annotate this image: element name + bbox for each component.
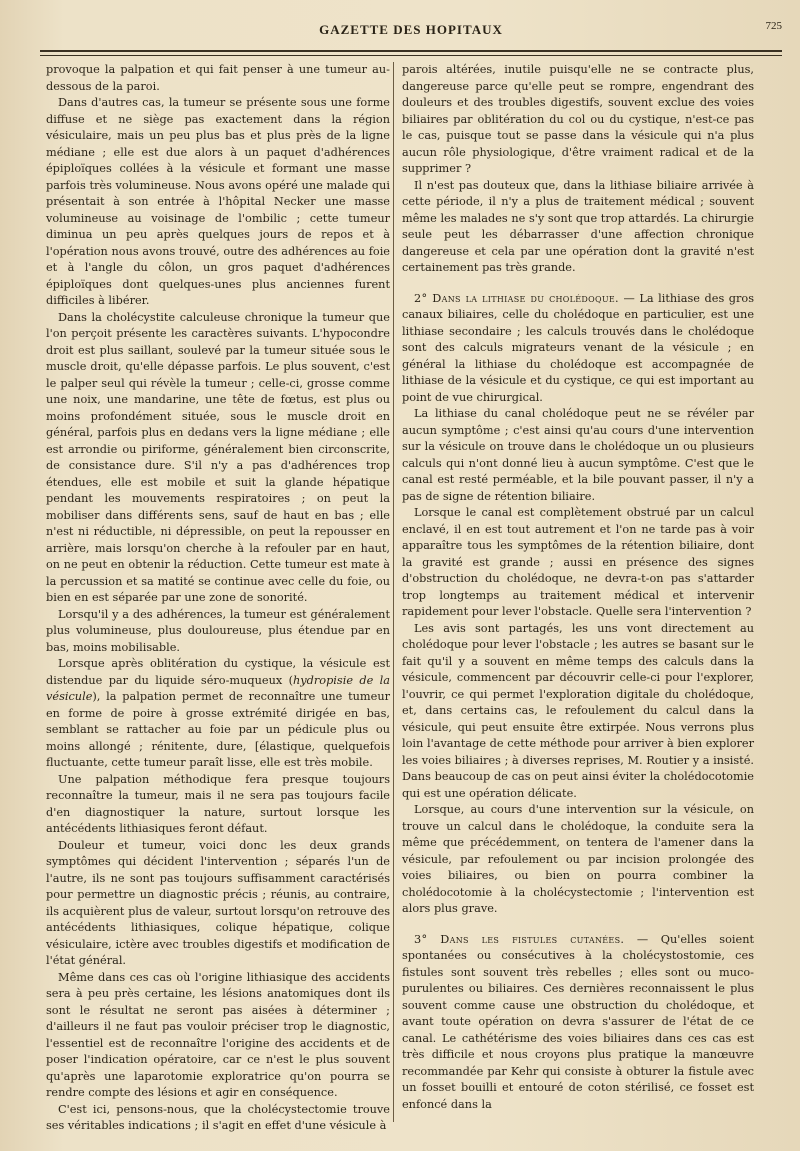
running-header xyxy=(40,18,782,48)
section-3-heading: 3° Dans les fistules cutanées. xyxy=(414,932,625,946)
journal-title: GAZETTE DES HOPITAUX xyxy=(319,22,503,37)
paragraph: Même dans ces cas où l'origine lithiasique des accidents sera à peu près certaine, les lésions anatomiques dont ils sont le résultat ne seront pas aisées à déterminer ; d'ailleurs il ne faut pas vouloir préciser trop le diagnostic, l'essentiel est de reconnaître l'origine des accidents et de poser l'indication opératoire, car ce n'est le plus souvent qu'après une laparotomie exploratrice qu'on pourra se rendre compte des lésions et agir en conséquence. xyxy=(46,970,390,1099)
section-3-lead: — Qu'elles soient spontanées ou consécutives à la cholécystostomie, ces fistules sont souvent très rebelles ; elles sont ou muco-purulentes ou biliaires. Ces dernières reconnaissent le plus souvent comme cause une obstruction du cholédoque, et avant toute opération on devra s'assurer de l'état de ce canal. Le cathétérisme des voies biliaires dans ces cas est très difficile et nous croyons plus pratique la manœuvre recommandée par Kehr qui consiste à obturer la fistule avec un fosset bouilli et entouré de coton stérilisé, ce fosset est enfoncé dans la xyxy=(402,932,755,1111)
paragraph: Lorsqu'il y a des adhérences, la tumeur est généralement plus volumineuse, plus douloureuse, plus étendue par en bas, moins mobilisable. xyxy=(46,607,390,654)
page-number: 725 xyxy=(765,20,782,32)
paragraph: Douleur et tumeur, voici donc les deux grands symptômes qui décident l'intervention ; séparés l'un de l'autre, ils ne sont pas toujours suffisamment caractérisés pour permettre un diagnostic précis ; réunis, au contraire, ils acquièrent plus de valeur, surtout lorsqu'on retrouve des antécédents lithiasiques, colique hépatique, colique vésiculaire, ictère avec troubles digestifs et modification de l'état général. xyxy=(46,838,390,967)
section-2-lead: — La lithiase des gros canaux biliaires, celle du cholédoque en particulier, est une lithiase secondaire ; les calculs trouvés dans le cholédoque sont des calculs migrateurs venant de la vésicule ; en général la lithiase du cholédoque est accompagnée de lithiase de la vésicule et du cystique, ce qui est important au point de vue chirurgical. xyxy=(402,291,755,404)
paragraph: Les avis sont partagés, les uns vont directement au cholédoque pour lever l'obstacle ; les autres se basant sur le fait qu'il y a souvent en même temps des calculs dans la vésicule, commencent par découvrir celle-ci pour l'explorer, l'ouvrir, ce qui permet l'exploration digitale du cholédoque, et, dans certains cas, le refoulement du calcul dans la vésicule, qui peut ensuite être extirpée. Nous verrons plus loin l'avantage de cette méthode pour arriver à bien explorer les voies biliaires ; à diverses reprises, M. Routier y a insisté. Dans beaucoup de cas on peut ainsi éviter la cholédocotomie qui est une opération délicate. xyxy=(402,621,754,800)
left-column xyxy=(46,62,390,1135)
paragraph: Lorsque le canal est complètement obstrué par un calcul enclavé, il en est tout autrement et l'on ne tarde pas à voir apparaître tous les symptômes de la rétention biliaire, dont la gravité est grande ; aussi en présence des signes d'obstruction du cholédoque, ne devra-t-on pas s'attarder trop longtemps au traitement médical et intervenir rapidement pour lever l'obstacle. Quelle sera l'intervention ? xyxy=(402,506,754,618)
paragraph: C'est ici, pensons-nous, que la cholécystectomie trouve ses véritables indications ; il s'agit en effet d'une vésicule à xyxy=(46,1102,390,1132)
header-rule-thin xyxy=(40,55,782,56)
paragraph: provoque la palpation et qui fait penser à une tumeur au-dessous de la paroi. xyxy=(46,63,390,93)
paragraph: Dans d'autres cas, la tumeur se présente sous une forme diffuse et ne siège pas exactement dans la région vésiculaire, mais un peu plus bas et plus près de la ligne médiane ; elle est due alors à un paquet d'adhérences épiploïques collées à la vésicule et formant une masse parfois très volumineuse. Nous avons opéré une malade qui présentait à son entrée à l'hôpital Necker une masse volumineuse au voisinage de l'ombilic ; cette tumeur diminua un peu après quelques jours de repos et à l'opération nous avons trouvé, outre des adhérences au foie et à l'angle du côlon, un gros paquet d'adhérences épiploïques dont quelques-unes plus anciennes furent difficiles à libérer. xyxy=(46,96,390,307)
paragraph: Il n'est pas douteux que, dans la lithiase biliaire arrivée à cette période, il n'y a plus de traitement médical ; souvent même les malades ne s'y sont que trop attardés. La chirurgie seule peut les débarrasser d'une affection chronique dangereuse et cela par une opération dont la gravité n'est certainement pas très grande. xyxy=(402,178,754,274)
paragraph: parois altérées, inutile puisqu'elle ne se contracte plus, dangereuse parce qu'elle peut se rompre, engendrant des douleurs et des troubles digestifs, souvent exclue des voies biliaires par oblitération du col ou du cystique, n'est-ce pas le cas, puisque tout se passe dans la vésicule qui n'a plus aucun rôle physiologique, d'être vraiment radical et de la supprimer ? xyxy=(402,63,754,175)
section-3-paragraph xyxy=(402,932,754,1114)
paragraph: La lithiase du canal cholédoque peut ne se révéler par aucun symptôme ; c'est ainsi qu'au cours d'une intervention sur la vésicule on trouve dans le cholédoque un ou plusieurs calculs qui n'ont donné lieu à aucun symptôme. C'est que le canal est resté perméable, et la bile pouvant passer, il n'y a pas de signe de rétention biliaire. xyxy=(402,407,754,503)
paragraph: Lorsque, au cours d'une intervention sur la vésicule, on trouve un calcul dans le cholédoque, la conduite sera la même que précédemment, on tentera de l'amener dans la vésicule, par refoulement ou par incision prolongée des voies biliaires, ou bien on pourra combiner la cholédocotomie à la cholécystectomie ; l'intervention est alors plus grave. xyxy=(402,803,754,915)
right-column xyxy=(402,62,754,1113)
header-rule-thick xyxy=(40,50,782,52)
section-2-heading: 2° Dans la lithiase du cholédoque. xyxy=(414,291,619,305)
paragraph: Lorsque après oblitération du cystique, la vésicule est distendue par du liquide séro-muqueux (hydropisie de la vésicule), la palpation permet de reconnaître une tumeur en forme de poire à grosse extrémité dirigée en bas, semblant se rattacher au foie par un pédicule plus ou moins allongé ; rénitente, dure, [élastique, quelquefois fluctuante, cette tumeur paraît lisse, elle est très mobile. xyxy=(46,657,390,769)
italic-term: hydropisie de la vésicule xyxy=(46,673,390,703)
paragraph: Dans la cholécystite calculeuse chronique la tumeur que l'on perçoit présente les caractères suivants. L'hypocondre droit est plus saillant, soulevé par la tumeur située sous le muscle droit, qu'elle dépasse parfois. Le plus souvent, c'est le palper seul qui révèle la tumeur ; celle-ci, grosse comme une noix, une mandarine, une tête de fœtus, est plus ou moins profondément située, sous le muscle droit en général, parfois plus en dedans vers la ligne médiane ; elle est arrondie ou piriforme, généralement bien circonscrite, de consistance dure. S'il n'y a pas d'adhérences trop étendues, elle est mobile et suit la glande hépatique pendant les mouvements respiratoires ; on peut la mobiliser dans différents sens, sauf de haut en bas ; elle n'est ni réductible, ni dépressible, on peut la repousser en arrière, mais lorsqu'on cherche à la refouler par en haut, on ne peut en obtenir la réduction. Cette tumeur est mate à la percussion et sa matité se continue avec celle du foie, ou bien en est séparée par une zone de sonorité. xyxy=(46,310,390,604)
paragraph: Une palpation méthodique fera presque toujours reconnaître la tumeur, mais il ne sera pas toujours facile d'en diagnostiquer la nature, surtout lorsque les antécédents lithiasiques feront défaut. xyxy=(46,772,390,835)
column-divider xyxy=(393,62,394,1122)
section-2-paragraph xyxy=(402,291,754,407)
